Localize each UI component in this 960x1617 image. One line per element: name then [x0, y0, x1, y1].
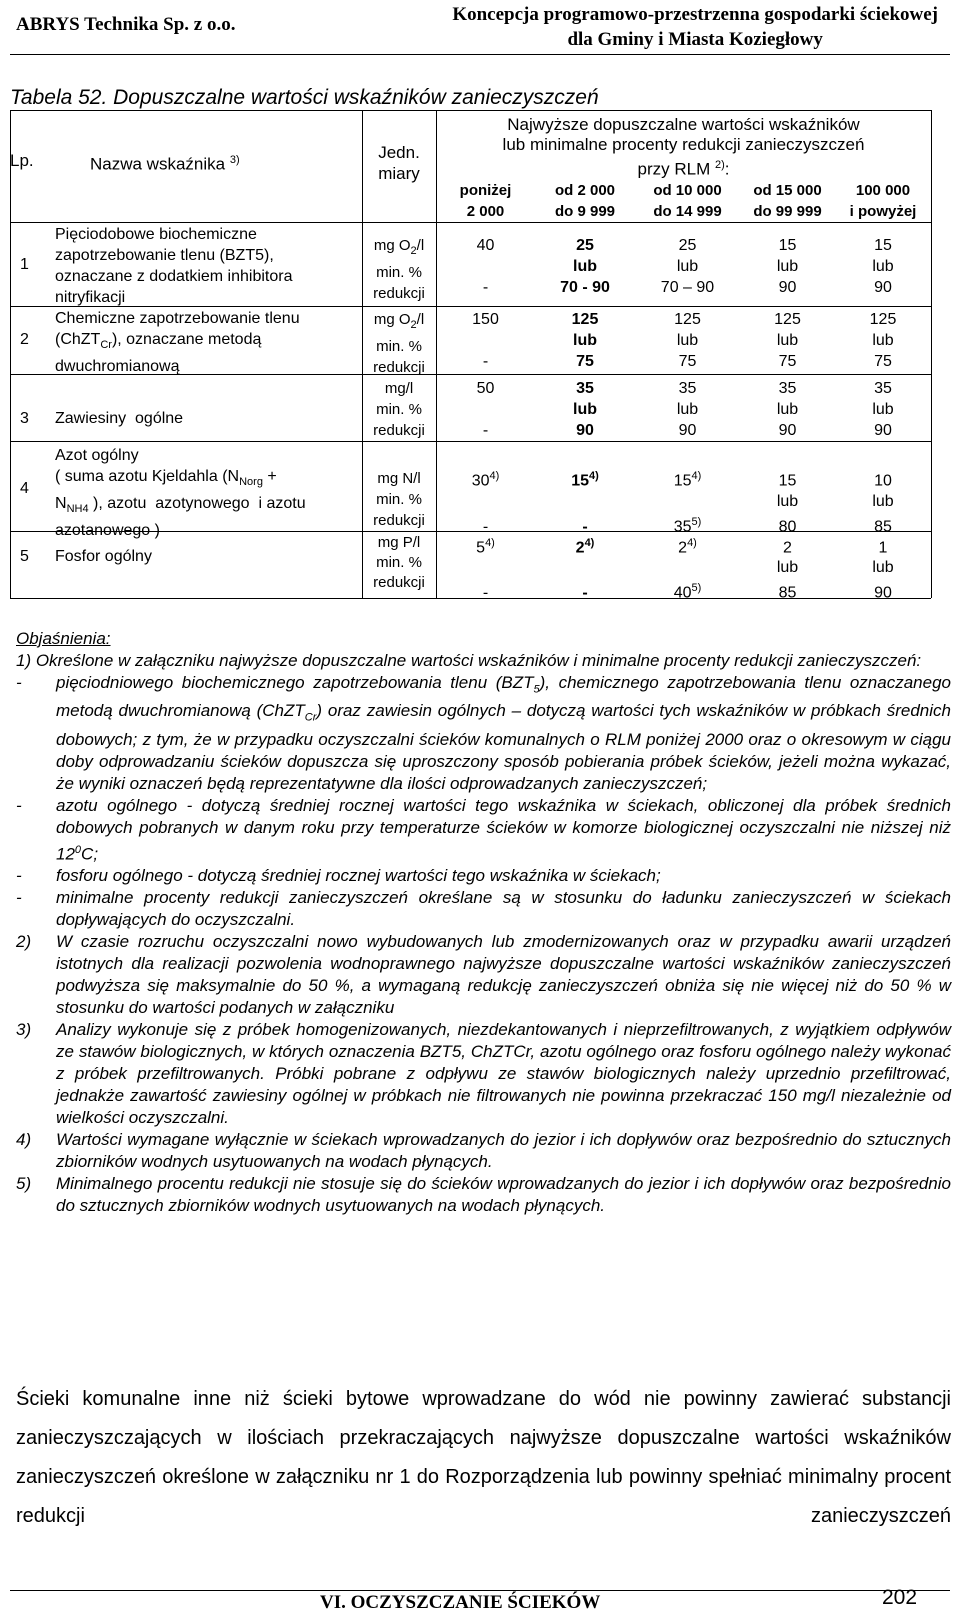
- value-c: 90: [874, 279, 892, 296]
- value-b: [436, 491, 535, 512]
- value-b: lub: [872, 401, 894, 418]
- name-sub: Cr: [100, 339, 112, 352]
- note-4: [16, 1129, 951, 1173]
- document-title-line2: dla Gminy i Miasta Koziegłowy: [567, 29, 823, 50]
- header-name: [90, 150, 240, 175]
- value-cell: [635, 533, 740, 604]
- header-range-5: [835, 180, 931, 222]
- value-b: lub: [776, 401, 799, 418]
- range-2-l2: do 9 999: [554, 203, 616, 220]
- value-c: -: [482, 422, 489, 439]
- value-num: 30: [471, 472, 490, 490]
- value-cell: [535, 466, 635, 538]
- value-num: 10: [874, 472, 892, 490]
- value-a: [740, 533, 835, 558]
- value-c: 90: [778, 422, 797, 439]
- value-cell: [635, 378, 740, 441]
- value-b: lub: [676, 332, 699, 349]
- value-note: 5): [691, 516, 702, 529]
- value-num: -: [582, 518, 588, 536]
- value-c: [535, 578, 635, 603]
- range-4-l2: do 99 999: [753, 203, 822, 220]
- row-unit-l3: redukcji: [373, 422, 425, 439]
- value-a: [835, 533, 931, 558]
- table-border-right: [931, 110, 932, 598]
- value-num: 40: [673, 584, 692, 602]
- range-3-l2: do 14 999: [653, 203, 722, 220]
- row-name-line: zapotrzebowanie tlenu (BZT5),: [55, 247, 274, 264]
- value-b: lub: [776, 493, 799, 511]
- value-num: 2: [783, 539, 792, 557]
- row-unit: [362, 533, 436, 593]
- value-c: 90: [576, 422, 594, 439]
- notes-section: [16, 628, 951, 1217]
- note-text: Minimalnego procentu redukcji nie stosuje się do ścieków wprowadzanych do jezior i ich dopływów oraz bezpośrednio do sztucznych zbiorników wodnych usytuowanych na wodach płynących.: [56, 1174, 951, 1216]
- row-unit: [362, 378, 436, 441]
- dash-marker: -: [16, 795, 22, 815]
- range-3-l1: od 10 000: [653, 182, 722, 199]
- value-num: 15: [571, 472, 589, 490]
- unit-text: mg O: [373, 237, 411, 254]
- value-num: 85: [778, 584, 797, 602]
- value-b: lub: [573, 401, 597, 418]
- row-name: [55, 308, 300, 377]
- value-cell: [835, 235, 931, 298]
- value-b: [535, 558, 635, 578]
- value-c: 90: [778, 279, 797, 296]
- value-a: 40: [476, 237, 495, 254]
- dash-marker: -: [16, 866, 22, 886]
- value-c: [436, 578, 535, 603]
- row-unit-l2: min. %: [376, 401, 422, 418]
- value-note: 4): [691, 470, 702, 482]
- header-range-2: [535, 180, 635, 222]
- value-cell: [635, 466, 740, 538]
- note-number: 4): [16, 1130, 32, 1150]
- row-unit-l1: mg N/l: [377, 470, 421, 487]
- value-note: 4): [584, 537, 595, 549]
- value-cell: [740, 235, 835, 298]
- value-c: 75: [576, 353, 594, 370]
- value-b: lub: [573, 332, 597, 349]
- value-b: [436, 399, 535, 420]
- value-b: [535, 491, 635, 512]
- company-name: ABRYS Technika Sp. z o.o.: [16, 14, 236, 35]
- value-b: lub: [872, 493, 894, 511]
- header-group-note: 2): [714, 159, 725, 171]
- value-c: [740, 578, 835, 603]
- note-number: 5): [16, 1174, 32, 1194]
- note-number: 2): [16, 932, 32, 952]
- table-row-divider-3: [10, 441, 931, 442]
- note-text: azotu ogólnego - dotyczą średniej rocznej wartości tego wskaźnika w ściekach, obliczonej dla próbek średnich dobowych pobranych w danym roku przy temperaturze ścieków w komorze biologicznej oczyszczalni nie niższej niż 12: [56, 795, 951, 864]
- value-num: 35: [673, 518, 692, 536]
- row-unit: [362, 309, 436, 378]
- unit-text: /l: [416, 311, 425, 328]
- header-range-3: [635, 180, 740, 222]
- name-text: ), azotu azotynowego i azotu: [88, 495, 306, 513]
- value-cell: [535, 378, 635, 441]
- row-unit-l1: mg P/l: [377, 534, 421, 551]
- value-num: 2: [575, 539, 585, 557]
- value-cell: [436, 309, 535, 372]
- row-unit-l2: min. %: [376, 554, 422, 571]
- row-lp: 2: [20, 331, 29, 348]
- value-b: lub: [872, 559, 894, 577]
- dash-marker: -: [16, 673, 22, 692]
- value-a: [535, 466, 635, 491]
- value-cell: [740, 309, 835, 372]
- unit-sub: 2: [410, 245, 417, 257]
- value-a: 35: [678, 380, 697, 397]
- name-text: N: [55, 495, 67, 513]
- header-group-line1: Najwyższe dopuszczalne wartości wskaźników: [507, 115, 860, 134]
- value-b: lub: [776, 332, 799, 349]
- note-1-item-text: [56, 795, 951, 866]
- value-num: 85: [874, 518, 892, 536]
- value-c: 75: [678, 353, 697, 370]
- row-unit-l2: min. %: [376, 338, 422, 355]
- value-a: [740, 466, 835, 491]
- value-cell: [436, 235, 535, 298]
- row-name-line: [55, 329, 300, 356]
- value-a: [635, 533, 740, 558]
- page-number: 202: [882, 1586, 918, 1609]
- note-text: C;: [81, 844, 99, 864]
- row-name: Fosfor ogólny: [55, 548, 152, 565]
- name-text: +: [262, 468, 277, 485]
- row-unit-l1: mg/l: [384, 380, 414, 397]
- row-name-line: nitryfikacji: [55, 289, 126, 306]
- value-c: 70 - 90: [560, 279, 610, 296]
- value-c: 75: [874, 353, 892, 370]
- document-title-line1: Koncepcja programowo-przestrzenna gospodarki ściekowej: [452, 4, 938, 25]
- section-title: VI. OCZYSZCZANIE ŚCIEKÓW: [320, 1592, 601, 1613]
- value-b: [635, 558, 740, 578]
- note-1-item: [16, 672, 951, 795]
- note-text: pięciodniowego biochemicznego zapotrzebowania tlenu (BZT: [56, 673, 534, 692]
- header-group: [436, 115, 931, 180]
- header-lp: Lp.: [10, 151, 34, 170]
- value-b: [436, 330, 535, 351]
- value-num: 2: [678, 539, 688, 557]
- value-c: 75: [778, 353, 797, 370]
- header-group-line3: [436, 155, 931, 180]
- note-1: 1) Określone w załączniku najwyższe dopuszczalne wartości wskaźników i minimalne procenty redukcji zanieczyszczeń:: [16, 651, 922, 670]
- value-a: 50: [476, 380, 495, 397]
- row-name-line: Chemiczne zapotrzebowanie tlenu: [55, 310, 300, 327]
- header-range-4: [740, 180, 835, 222]
- value-a: [436, 466, 535, 491]
- value-num: 90: [874, 584, 892, 602]
- note-5: [16, 1173, 951, 1217]
- value-cell: [535, 235, 635, 298]
- range-5-l1: 100 000: [855, 182, 911, 199]
- unit-text: mg O: [373, 311, 411, 328]
- note-text: W czasie rozruchu oczyszczalni nowo wybudowanych lub zmodernizowanych oraz w przypadku awarii urządzeń istotnych dla realizacji pozwolenia wodnoprawnego najwyższe dopuszczalne wartości wskaźników zanieczyszczeń podwyższa się maksymalnie do 50 %, a wymaganą redukcję zanieczyszczeń obniża się nie więcej niż do 50 % w stosunku do wartości podanych w załączniku: [56, 932, 951, 1018]
- value-note: 4): [489, 470, 500, 482]
- row-name-line: [55, 493, 306, 520]
- note-sub: Cr: [304, 711, 317, 724]
- row-name-line: [55, 466, 306, 493]
- range-1-l2: 2 000: [466, 203, 505, 220]
- value-c: 70 – 90: [660, 279, 715, 296]
- value-a: 35: [874, 380, 892, 397]
- value-a: 25: [576, 237, 594, 254]
- value-a: [535, 533, 635, 558]
- row-unit: [362, 235, 436, 304]
- header-group-colon: :: [724, 159, 730, 179]
- value-num: 15: [673, 472, 692, 490]
- value-a: [635, 466, 740, 491]
- value-b: lub: [676, 258, 699, 275]
- row-lp: 1: [20, 256, 29, 273]
- value-note: 5): [691, 582, 702, 595]
- row-name: Zawiesiny ogólne: [55, 410, 184, 427]
- row-name-line: Pięciodobowe biochemiczne: [55, 226, 257, 243]
- value-a: 125: [571, 311, 599, 328]
- value-num: 1: [878, 539, 888, 557]
- value-a: 125: [774, 311, 801, 328]
- value-cell: [835, 533, 931, 604]
- note-2: [16, 931, 951, 1019]
- row-unit-l1: [362, 309, 436, 336]
- note-1-item-text: fosforu ogólnego - dotyczą średniej rocznej wartości tego wskaźnika w ściekach;: [56, 866, 661, 886]
- table-caption: Tabela 52. Dopuszczalne wartości wskaźników zanieczyszczeń: [10, 86, 599, 109]
- value-a: 15: [778, 237, 797, 254]
- value-cell: [835, 309, 931, 372]
- name-text: ( suma azotu Kjeldahla (N: [55, 468, 240, 485]
- footer-divider: [10, 1590, 950, 1591]
- value-cell: [740, 466, 835, 538]
- header-name-text: Nazwa wskaźnika: [90, 154, 226, 174]
- note-sub: 5: [533, 683, 540, 696]
- note-sup: 0: [74, 843, 82, 856]
- note-1-item: [16, 795, 951, 866]
- document-title: [452, 2, 938, 52]
- value-cell: [436, 378, 535, 441]
- row-unit-l1: [362, 235, 436, 262]
- name-sub: NH4: [66, 503, 89, 516]
- note-text: ) oraz zawiesin ogólnych – dotyczą wartości tych wskaźników w próbkach średnich dobowych; z tym, że w przypadku oczyszczalni ścieków komunalnych o RLM poniżej 2000 oraz o okresowym w ciągu doby odprowadzaniu ścieków dopuszcza się uproszczony sposób pobierania próbek ścieków, jeżeli można wykazać, że wyniki oznaczeń będą reprezentatywne dla ilości odprowadzanych zanieczyszczeń;: [56, 701, 951, 793]
- name-sub: Norg: [239, 476, 263, 489]
- row-lp: 5: [20, 548, 29, 565]
- row-name-line: oznaczane z dodatkiem inhibitora: [55, 268, 293, 285]
- value-b: lub: [676, 401, 699, 418]
- row-name: [55, 224, 292, 308]
- value-cell: [740, 378, 835, 441]
- note-text: Wartości wymagane wyłącznie w ściekach wprowadzanych do jezior i ich dopływów oraz bezpośrednio do sztucznych zbiorników wodnych usytuowanych na wodach płynących.: [56, 1130, 951, 1172]
- range-5-l2: i powyżej: [849, 203, 917, 220]
- value-b: lub: [776, 258, 799, 275]
- value-a: 35: [778, 380, 797, 397]
- table-border-left: [10, 110, 11, 598]
- table-border-top: [10, 110, 931, 111]
- row-unit-l3: redukcji: [373, 574, 425, 591]
- body-paragraph: Ścieki komunalne inne niż ścieki bytowe wprowadzane do wód nie powinny zawierać substancji zanieczyszczających w ilościach przekraczających najwyższe dopuszczalne wartości wskaźników zanieczyszczeń określone w załączniku nr 1 do Rozporządzenia lub powinny spełniać minimalny procent redukcji zanieczyszczeń: [16, 1388, 951, 1527]
- range-4-l1: od 15 000: [753, 182, 822, 199]
- note-number: 3): [16, 1020, 32, 1040]
- value-cell: [740, 533, 835, 604]
- value-c: [835, 578, 931, 603]
- value-b: [436, 558, 535, 578]
- row-unit-l3: redukcji: [373, 285, 425, 302]
- note-1-item-text: minimalne procenty redukcji zanieczyszczeń określane są w stosunku do ładunku zanieczyszczeń w ściekach dopływających do oczyszczalni.: [56, 888, 951, 930]
- unit-text: /l: [416, 237, 425, 254]
- value-note: 4): [687, 537, 697, 549]
- value-a: 150: [472, 311, 499, 328]
- value-cell: [835, 466, 931, 538]
- value-c: 90: [874, 422, 892, 439]
- note-text: ), chemicznego zapotrzebowania tlenu oznaczanego metodą dwuchromianową (ChZT: [56, 673, 951, 721]
- row-name: [55, 445, 306, 541]
- dash-marker: -: [16, 888, 22, 908]
- header-group-line2: lub minimalne procenty redukcji zanieczyszczeń: [502, 135, 865, 154]
- note-1-item: [16, 865, 951, 887]
- value-a: 125: [674, 311, 701, 328]
- row-unit: [362, 468, 436, 531]
- value-c: -: [482, 353, 489, 370]
- value-a: 25: [678, 237, 697, 254]
- value-b: lub: [872, 332, 894, 349]
- note-1-item: [16, 887, 951, 931]
- range-1-l1: poniżej: [459, 182, 512, 199]
- value-cell: [535, 309, 635, 372]
- value-a: 15: [874, 237, 892, 254]
- name-text: ), oznaczane metodą: [111, 331, 262, 348]
- note-text: Analizy wykonuje się z próbek homogenizowanych, niezdekantowanych i nieprzefiltrowanych, z wyjątkiem odpływów ze stawów biologicznych, w których oznaczenia BZT5, ChZTCr, azotu ogólnego oraz fosforu ogólnego należy wykonać z próbek przefiltrowanych. Próbki pobrane z odpływu ze stawów biologicznych należy uprzednio przefiltrować, jednakże zawartość zawiesiny ogólnej w próbkach nie filtrowanych nie powinna przekraczać 150 mg/l niezależnie od wielkości oczyszczalni.: [56, 1020, 951, 1128]
- table-header-divider: [10, 222, 931, 223]
- row-lp: 4: [20, 480, 29, 497]
- note-3: [16, 1019, 951, 1129]
- value-cell: [436, 533, 535, 604]
- row-unit-l2: min. %: [376, 491, 422, 508]
- value-note: 4): [589, 470, 599, 482]
- value-num: 15: [778, 472, 797, 490]
- value-num: 80: [778, 518, 797, 536]
- value-c: -: [482, 279, 489, 296]
- unit-sub: 2: [410, 319, 417, 331]
- name-text: (ChZT: [55, 331, 101, 348]
- header-range-1: [436, 180, 535, 222]
- header-group-rlm: przy RLM: [637, 159, 711, 179]
- value-num: -: [582, 584, 588, 602]
- value-cell: [835, 378, 931, 441]
- value-b: [635, 491, 740, 512]
- value-num: -: [482, 584, 489, 602]
- value-note: 4): [485, 537, 495, 549]
- value-cell: [535, 533, 635, 604]
- value-cell: [436, 466, 535, 538]
- row-lp: 3: [20, 410, 29, 427]
- value-b: [436, 256, 535, 277]
- row-unit-l2: min. %: [376, 264, 422, 281]
- value-a: [835, 466, 931, 491]
- header-divider: [10, 54, 950, 55]
- value-num: 5: [476, 539, 486, 557]
- value-a: [436, 533, 535, 558]
- value-c: 90: [678, 422, 697, 439]
- range-2-l1: od 2 000: [554, 182, 616, 199]
- value-cell: [635, 235, 740, 298]
- row-unit-l3: redukcji: [373, 359, 425, 376]
- row-name-line: azotanowego ): [55, 522, 160, 540]
- value-a: 125: [869, 311, 897, 328]
- value-b: lub: [872, 258, 894, 275]
- note-1-item-text: [56, 672, 951, 795]
- value-b: lub: [573, 258, 597, 275]
- notes-heading: Objaśnienia:: [16, 629, 111, 648]
- row-unit-l3: redukcji: [373, 512, 425, 529]
- row-name-line: Azot ogólny: [55, 447, 139, 464]
- header-name-note: 3): [229, 154, 240, 166]
- header-unit: Jedn. miary: [378, 143, 420, 183]
- value-c: [635, 578, 740, 603]
- value-a: 35: [576, 380, 594, 397]
- value-b: lub: [776, 559, 799, 577]
- row-name-line: dwuchromianową: [55, 358, 180, 376]
- value-num: -: [482, 518, 489, 536]
- value-cell: [635, 309, 740, 372]
